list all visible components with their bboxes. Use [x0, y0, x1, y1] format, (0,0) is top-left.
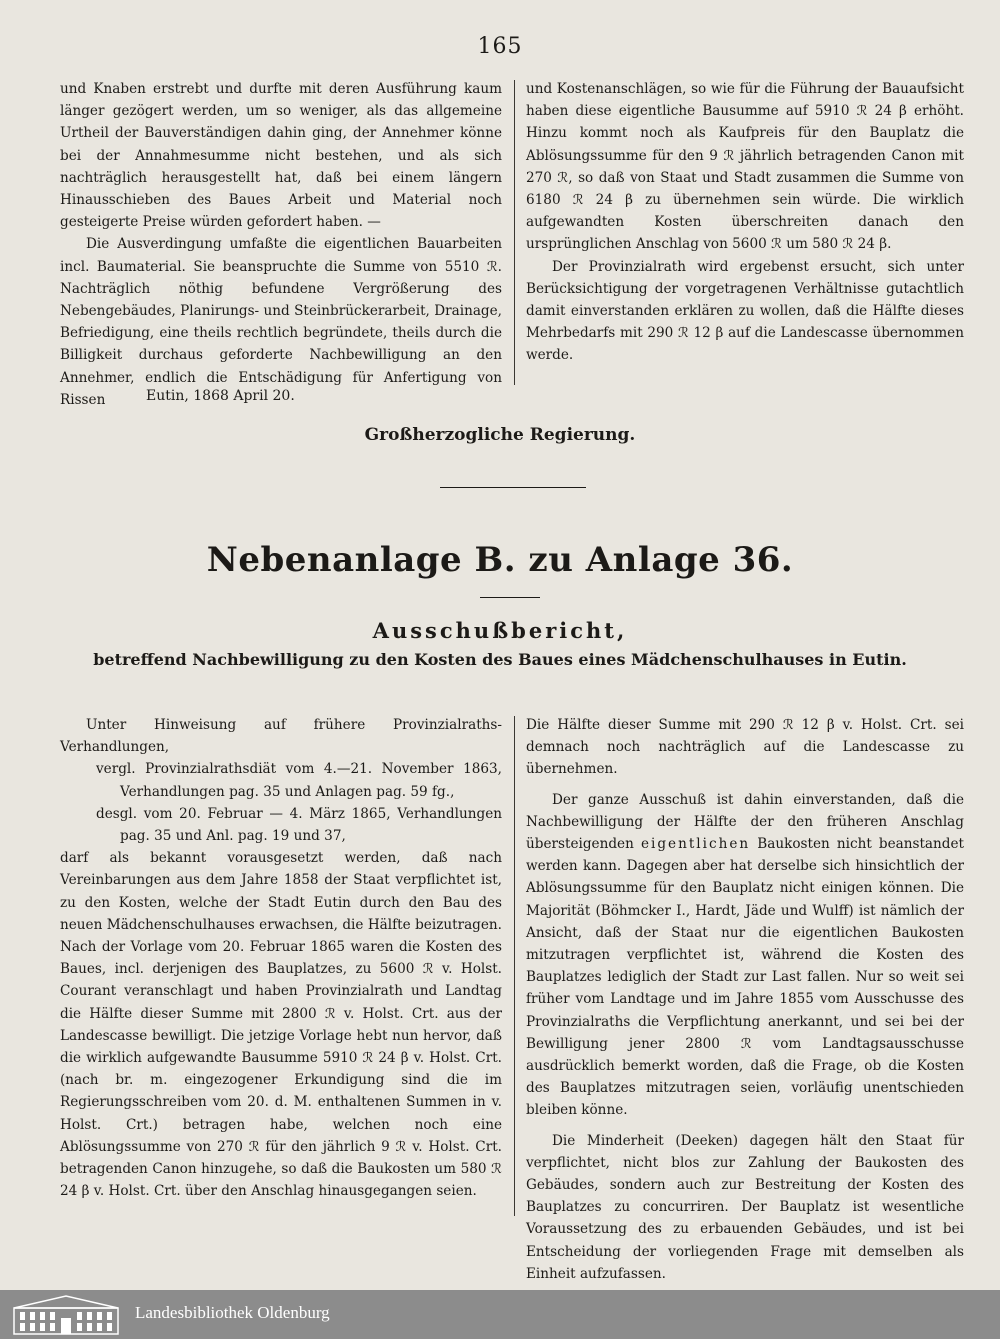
right-paragraph-2-end: Baukosten nicht beanstandet werden kann. Dagegen aber hat derselbe sich hinsichtlich der Ablösungssumme für den Bauplatz nicht einigen können. Die Majorität (Böhmcker I., Hardt, Jäde und Wulff) ist nämlich der Ansicht, daß der Staat nur die eigentlichen Baukosten mitzutragen verpflichtet ist, während die Kosten des Bauplatzes lediglich der Stadt zur Last fallen. Nur so weit sei früher vom Landtage und im Jahre 1855 vom Ausschusse des Provinzialraths die Verpflichtung anerkannt, und sei bei der Bewilligung jener 2800 ℛ︎ vom Landtagsausschusse ausdrücklich bemerkt worden, daß die Frage, ob die Kosten des Bauplatzes mitzutragen seien, vorläufig unentschieden bleiben könne.	[526, 836, 964, 1119]
column-divider-top	[514, 80, 515, 385]
top-right-paragraph-2: Der Provinzialrath wird ergebenst ersucht, sich unter Berücksichtigung der vorgetragenen Verhältnisse gutachtlich damit einverstanden erklären zu wollen, daß die Hälfte dieses Mehrbedarfs mit 290 ℛ︎ 12 β auf die Landescasse übernommen werde.	[526, 258, 964, 364]
top-left-paragraph-2: Die Ausverdingung umfaßte die eigentlichen Bauarbeiten incl. Baumaterial. Sie beanspruchte die Summe von 5510 ℛ︎. Nachträglich nöthig befundene Vergrößerung des Nebengebäudes, Planirungs- und Steinbrückerarbeit, Drainage, Befriedigung, eine theils rechtlich begründete, theils durch die Billigkeit durchaus geforderte Nachbewilligung an den Annehmer, endlich die Entschädigung für Anfertigung von Rissen	[60, 236, 502, 408]
library-footer	[0, 1290, 1000, 1339]
top-left-paragraph-1: und Knaben erstrebt und durfte mit deren Ausführung kaum länger gezögert werden, um so weniger, als das allgemeine Urtheil der Bauverständigen dahin ging, der Annehmer könne bei der Annahmesumme nicht bestehen, und als sich nachträglich herausgestellt hat, daß bei einem längern Hinausschieben des Baues Arbeit und Material noch gesteigerte Preise würden gefordert haben. —	[60, 81, 502, 231]
bottom-right-column	[526, 714, 964, 1285]
signoff-authority: Großherzogliche Regierung.	[364, 425, 636, 445]
top-right-paragraph-1: und Kostenanschlägen, so wie für die Führung der Bauaufsicht haben diese eigentliche Bausumme auf 5910 ℛ︎ 24 β erhöht. Hinzu kommt noch als Kaufpreis für den Bauplatz die Ablösungssumme für den 9 ℛ︎ jährlich betragenden Canon mit 270 ℛ︎, so daß von Staat und Stadt zusammen die Summe von 6180 ℛ︎ 24 β zu übernehmen sein würde. Die wirklich aufgewandten Kosten überschreiten danach den ursprünglichen Anschlag von 5600 ℛ︎ um 580 ℛ︎ 24 β.	[526, 81, 964, 253]
right-paragraph-2	[526, 789, 964, 1122]
section-divider	[440, 487, 586, 488]
top-left-column	[60, 78, 502, 411]
right-paragraph-3: Die Minderheit (Deeken) dagegen hält den Staat für verpflichtet, nicht blos zur Zahlung der Baukosten des Gebäudes, sondern auch zur Bestreitung der Kosten des Bauplatzes zu concurriren. Der Bauplatz ist wesentliche Voraussetzung des zu erbauenden Gebäudes, und ist bei Entscheidung der vorliegenden Frage mit demselben als Einheit aufzufassen.	[526, 1132, 964, 1282]
body-paragraph: darf als bekannt vorausgesetzt werden, daß nach Vereinbarungen aus dem Jahre 1858 der Staat verpflichtet ist, zu den Kosten, welche der Stadt Eutin durch den Bau des neuen Mädchenschulhauses erwachsen, die Hälfte beizutragen. Nach der Vorlage vom 20. Februar 1865 waren die Kosten des Baues, incl. derjenigen des Bauplatzes, zu 5600 ℛ︎ v. Holst. Courant veranschlagt und haben Provinzialrath und Landtag die Hälfte dieser Summe mit 2800 ℛ︎ v. Holst. Crt. aus der Landescasse bewilligt. Die jetzige Vorlage hebt nun hervor, daß die wirklich aufgewandte Bausumme 5910 ℛ︎ 24 β v. Holst. Crt. (nach br. m. eingezogener Erkundigung sind die im Regierungsschreiben vom 20. d. M. enthaltenen Summen in v. Holst. Crt.) betragen habe, welchen noch eine Ablösungssumme von 270 ℛ︎ für den jährlich 9 ℛ︎ v. Holst. Crt. betragenden Canon hinzugehe, so daß die Baukosten um 580 ℛ︎ 24 β v. Holst. Crt. über den Anschlag hinausgegangen seien.	[60, 850, 502, 1200]
main-title: Nebenanlage B. zu Anlage 36.	[206, 540, 794, 580]
title-divider	[480, 597, 540, 598]
library-name: Landesbibliothek Oldenburg	[135, 1303, 330, 1322]
emphasized-word: eigentlichen	[640, 836, 751, 853]
right-paragraph-1: Die Hälfte dieser Summe mit 290 ℛ︎ 12 β v. Holst. Crt. sei demnach noch nachträglich auf die Landescasse zu übernehmen.	[526, 717, 964, 778]
reference-2: desgl. vom 20. Februar — 4. März 1865, Verhandlungen pag. 35 und Anl. pag. 19 und 37,	[96, 805, 502, 845]
report-title: Ausschußbericht,	[372, 618, 628, 643]
intro-paragraph: Unter Hinweisung auf frühere Provinzialraths-Verhandlungen,	[60, 717, 502, 756]
report-subtitle: betreffend Nachbewilligung zu den Kosten des Baues eines Mädchenschulhauses in Eutin.	[93, 650, 907, 669]
page-number: 165	[477, 34, 523, 59]
signoff-date: Eutin, 1868 April 20.	[146, 388, 295, 404]
reference-1: vergl. Provinzialrathsdiät vom 4.—21. November 1863, Verhandlungen pag. 35 und Anlagen pag. 59 fg.,	[96, 761, 502, 800]
top-right-column	[526, 78, 964, 367]
library-building-icon	[12, 1294, 120, 1335]
column-divider-bottom	[514, 716, 515, 1216]
bottom-left-column	[60, 714, 502, 1202]
right-paragraph-2-start: Der ganze Ausschuß ist dahin einverstanden, daß die Nachbewilligung der Hälfte der den früheren Anschlag übersteigenden	[526, 791, 964, 853]
